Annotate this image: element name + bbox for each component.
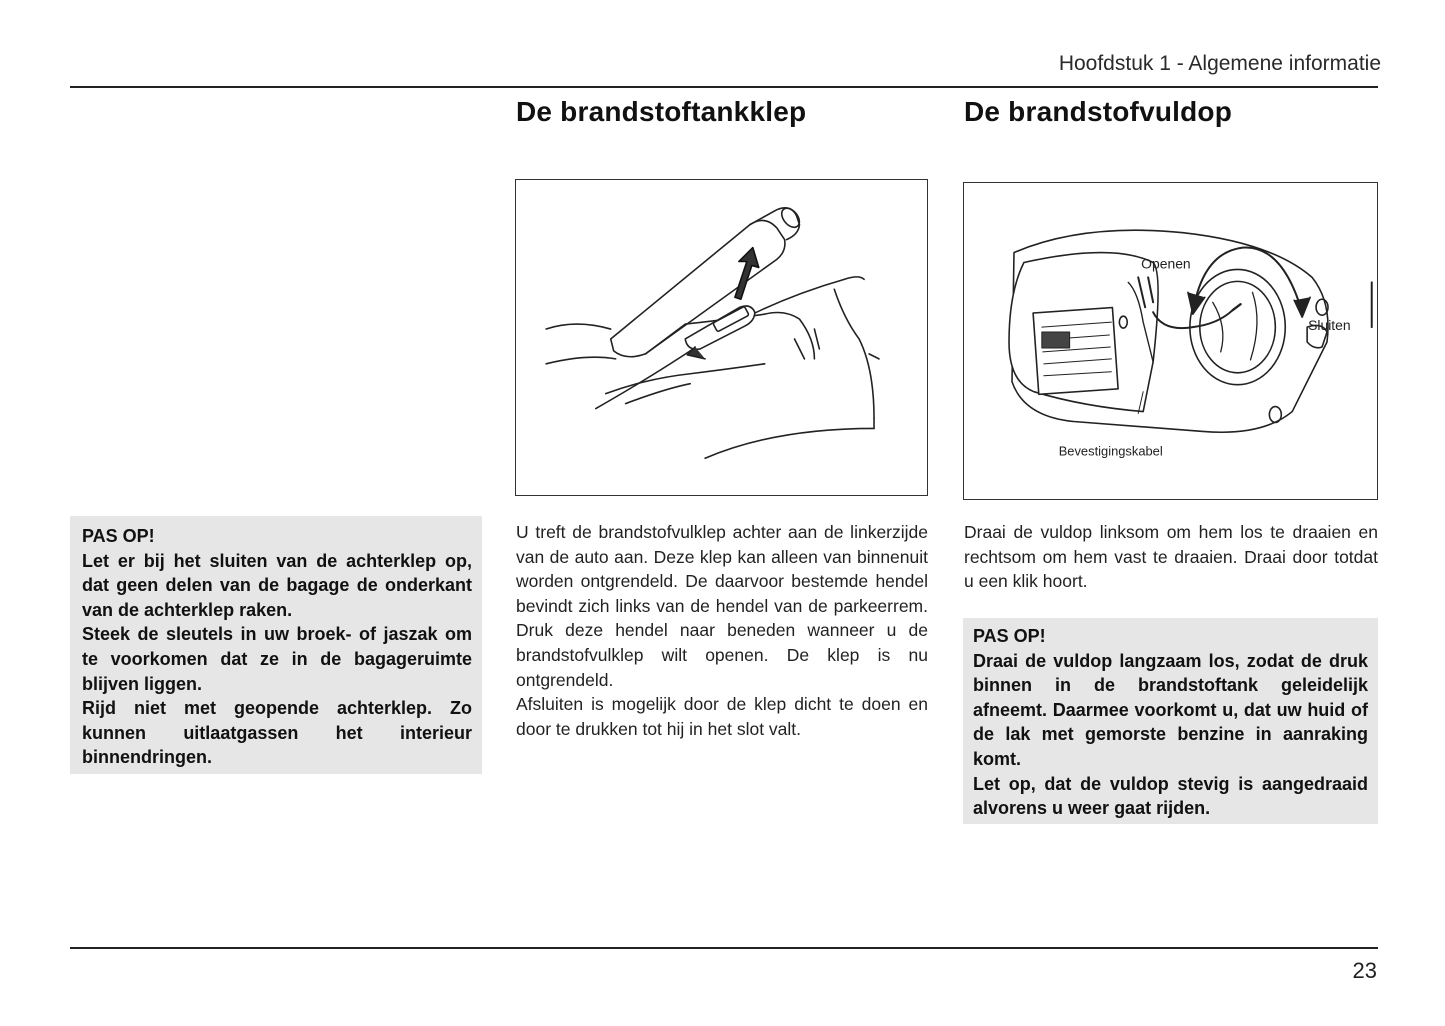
warning-title: PAS OP! — [973, 626, 1046, 646]
label-cable: Bevestigingskabel — [1058, 443, 1163, 459]
warning-paragraph: Steek de sleutels in uw broek- of jaszak om te voorkomen dat ze in de bagageruimte blijven liggen. — [82, 624, 472, 694]
fuel-flap-description — [516, 520, 928, 741]
page-number: 23 — [1352, 958, 1377, 983]
fuel-cap-description — [964, 520, 1378, 594]
fuel-cap-illustration — [963, 182, 1378, 500]
warning-paragraph: Draai de vuldop langzaam los, zodat de druk binnen in de brandstoftank geleidelijk afneemt. Daarmee voorkomt u, dat uw huid of de lak met gemorste benzine in aanraking komt. — [973, 650, 1368, 769]
label-open: Openen — [1141, 255, 1191, 272]
warning-title: PAS OP! — [82, 526, 155, 546]
footer-rule — [70, 947, 1378, 949]
body-paragraph: Afsluiten is mogelijk door de klep dicht te doen en door te drukken tot hij in het slot valt. — [516, 694, 928, 739]
fuel-flap-lever-illustration — [515, 179, 928, 496]
header-rule — [70, 86, 1378, 88]
section-title-fuel-cap: De brandstofvuldop — [964, 96, 1233, 127]
warning-box-tailgate — [70, 516, 482, 774]
warning-paragraph: Let er bij het sluiten van de achterklep op, dat geen delen van de bagage de onderkant van de achterklep raken. — [82, 550, 472, 620]
body-paragraph: Draai de vuldop linksom om hem los te draaien en rechtsom om hem vast te draaien. Draai door totdat u een klik hoort. — [964, 522, 1378, 592]
warning-box-fuel-cap — [963, 618, 1378, 824]
section-title-fuel-flap: De brandstoftankklep — [516, 96, 807, 127]
label-close: Sluiten — [1308, 317, 1351, 334]
body-paragraph: U treft de brandstofvulklep achter aan de linkerzijde van de auto aan. Deze klep kan alleen van binnenuit worden ontgrendeld. De daarvoor bestemde hendel bevindt zich links van de hendel van de parkeerrem. Druk deze hendel naar beneden wanneer u de brandstofvulklep wilt openen. De klep is nu ontgrendeld. — [516, 522, 928, 690]
warning-paragraph: Rijd niet met geopende achterklep. Zo kunnen uitlaatgassen het interieur binnendringen. — [82, 698, 472, 768]
chapter-header: Hoofdstuk 1 - Algemene informatie — [1058, 52, 1381, 75]
warning-paragraph: Let op, dat de vuldop stevig is aangedraaid alvorens u weer gaat rijden. — [973, 773, 1368, 819]
